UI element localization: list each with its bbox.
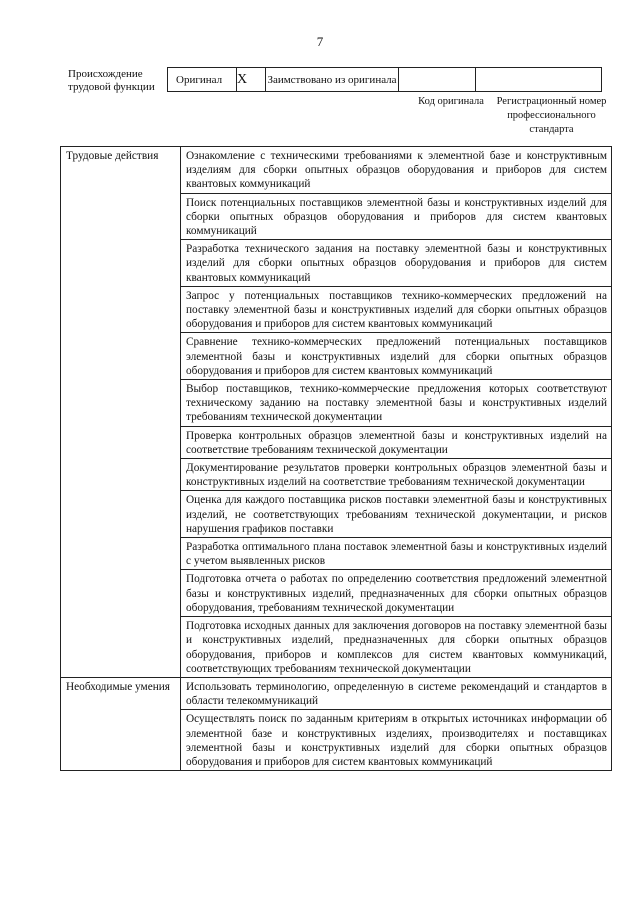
original-cell: Оригинал — [168, 68, 237, 92]
section-item: Осуществлять поиск по заданным критериям в открытых источниках информации об элементной базе и конструктивных изделиях, производителях и поставщиках элементной базы и конструктивных изделий для сборки опытных образцов оборудования и приборов для систем квантовых коммуникаций — [181, 710, 612, 771]
original-mark: X — [237, 68, 266, 92]
section-item: Проверка контрольных образцов элементной базы и конструктивных изделий на соответствие требованиям технической документации — [181, 426, 612, 458]
code-cell — [399, 68, 476, 92]
section-item: Запрос у потенциальных поставщиков технико-коммерческих предложений на поставку элементной базы и конструктивных изделий для сборки опытных образцов оборудования и приборов для систем квантовых коммуникаций — [181, 286, 612, 333]
section-item: Ознакомление с техническими требованиями к элементной базе и конструктивным изделиям для сборки опытных образцов оборудования и приборов для систем квантовых коммуникаций — [181, 147, 612, 194]
section-label: Трудовые действия — [61, 147, 181, 678]
section-item: Использовать терминологию, определенную в системе рекомендаций и стандартов в области телекоммуникаций — [181, 677, 612, 709]
section-item: Разработка технического задания на поставку элементной базы и конструктивных изделий для сборки опытных образцов оборудования и приборов для систем квантовых коммуникаций — [181, 240, 612, 287]
section-item: Выбор поставщиков, технико-коммерческие предложения которых соответствуют техническому заданию на поставку элементной базы и конструктивных изделий требованиям технической документации — [181, 380, 612, 427]
origin-table — [167, 67, 602, 92]
section-item: Поиск потенциальных поставщиков элементной базы и конструктивных изделий для сборки опытных образцов оборудования и приборов для систем квантовых коммуникаций — [181, 193, 612, 240]
reg-number-caption: Регистрационный номер профессионального стандарта — [496, 96, 607, 135]
section-item: Подготовка исходных данных для заключения договоров на поставку элементной базы и конструктивных изделий, предназначенных для сборки опытных образцов оборудования, приборов и комплексов для систем квантовых коммуникаций, соответствующих требованиям технической документации — [181, 617, 612, 678]
borrowed-cell: Заимствовано из оригинала — [266, 68, 399, 92]
origin-label: Происхождение трудовой функции — [68, 68, 155, 93]
code-caption: Код оригинала — [418, 96, 484, 107]
section-label: Необходимые умения — [61, 677, 181, 770]
function-table — [60, 146, 612, 771]
table-row — [61, 147, 612, 194]
reg-number-cell — [476, 68, 602, 92]
section-item: Сравнение технико-коммерческих предложений потенциальных поставщиков элементной базы и конструктивных изделий для сборки опытных образцов оборудования и приборов для систем квантовых коммуникаций — [181, 333, 612, 380]
section-item: Разработка оптимального плана поставок элементной базы и конструктивных изделий с учетом выявленных рисков — [181, 538, 612, 570]
section-item: Документирование результатов проверки контрольных образцов элементной базы и конструктивных изделий на соответствие требованиям технической документации — [181, 459, 612, 491]
section-item: Подготовка отчета о работах по определению соответствия предложений элементной базы и конструктивных изделий, предназначенных для сборки опытных образцов оборудования, требованиям технической документации — [181, 570, 612, 617]
section-item: Оценка для каждого поставщика рисков поставки элементной базы и конструктивных изделий, не соответствующих требованиям технической документации, и рисков нарушения графиков поставки — [181, 491, 612, 538]
page-number: 7 — [316, 34, 324, 49]
table-row — [61, 677, 612, 709]
